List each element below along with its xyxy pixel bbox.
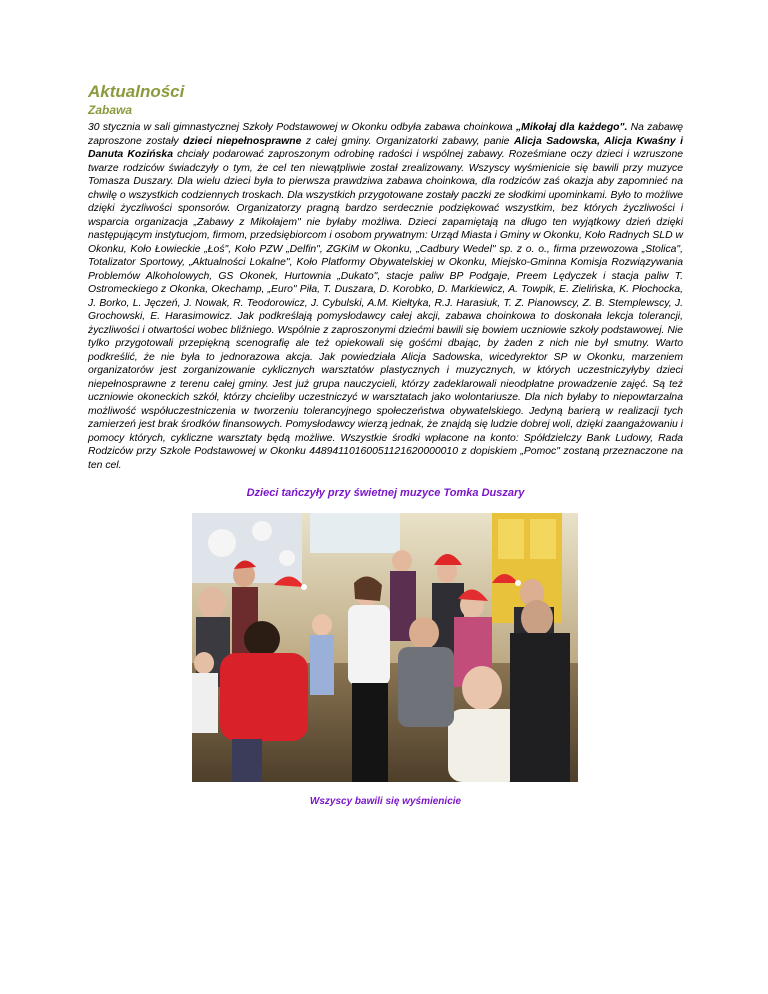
article-text-segment-bold: Alicja Sadowska, Alicja Kwaśny i Danuta Kozińska [88, 135, 684, 160]
page-title: Aktualności [88, 82, 185, 101]
article-text-segment: chciały podarować zaproszonym odrobinę radości i wspólnej zabawy. Roześmiane oczy dzieci i wzruszone twarze rodziców świadczyły o tym, że cel ten niewątpliwie został zrealizowany. Wszyscy wyśmienicie się bawili przy muzyce Tomasza Duszary. Dla wielu dzieci była to pierwsza prawdziwa zabawa choinkowa, dla rodziców zaś okazja aby zapomnieć na chwilę o wszystkich codziennych troskach. Dla wszystkich przygotowane zostały paczki ze słodkimi upominkami. Było to możliwe dzięki życzliwości sponsorów. Organizatorzy pragną bardzo serdecznie podziękować wszystkim, bez których życzliwości i wsparcia organizacja „Zabawy z Mikołajem" nie byłaby możliwa. Dzieci zapamiętają na długo ten wyjątkowy dzień dzięki następującym instytucjom, firmom, przedsiębiorcom i osobom prywatnym: Urząd Miasta i Gminy w Okonku, Koło Radnych SLD w Okonku, Koło Łowieckie „Łoś", Koło PZW „Delfin", ZGKiM w Okonku, „Cadbury Wedel" sp. z o. o., firma przewozowa „Stolica", Totalizator Sportowy, „Aktualności Lokalne", Koło Platformy Obywatelskiej w Okonku, Miejsko-Gminna Komisja Rozwiązywania Problemów Alkoholowych, GS Okonek, Hurtownia „Dukato", stacje paliw BP Podgaje, Preem Lędyczek i stacja paliw T. Ostromeckiego z Okonka, Okechamp, „Euro" Piła, T. Duszara, D. Korobko, D. Markiewicz, A. Towpik, E. Zielińska, K. Płochocka, J. Borko, L. Jęczeń, J. Nowak, R. Teodorowicz, J. Cybulski, A.M. Kiełtyka, R.J. Harasiuk, T. Z. Pianowscy, Z. B. Stemplewscy, J. Grochowski, E. Harasimowicz. Jak podkreślają pomysłodawcy całej akcji, zabawa choinkowa to doskonała lekcja tolerancji, życzliwości i otwartości wobec bliźniego. Wspólnie z zaproszonymi dziećmi bawili się bowiem uczniowie szkoły podstawowej. Nie tylko przygotowali przepiękną scenografię ale też opiekowali się gośćmi dbając, by żaden z nich nie był smutny. Warto podkreślić, że nie była to jednorazowa akcja. Jak powiedziała Alicja Sadowska, wicedyrektor SP w Okonku, marzeniem organizatorów jest zorganizowanie cyklicznych warsztatów plastycznych i muzycznych, w których uczestniczyłyby dzieci niepełnosprawne z terenu całej gminy. Jest już grupa nauczycieli, którzy zadeklarowali nieodpłatne prowadzenie zajęć. Są też uczniowie okoneckich szkół, którzy chcieliby uczestniczyć w warsztatach jako wolontariusze. Dla nich byłaby to niepowtarzalna możliwość współuczestniczenia w tworzeniu tolerancyjnego społeczeństwa obywatelskiego. Jedyną barierą w realizacji tych zamierzeń jest brak środków finansowych. Pomysłodawcy wierzą jednak, że znajdą się ludzie dobrej woli, dzięki zaangażowaniu i pomocy których, cykliczne warsztaty będą możliwe. Wszystkie środki wpłacone na konto: Spółdzielczy Bank Ludowy, Rada Rodziców przy Szkole Podstawowej w Okonku 44894110160051121620000010 z dopiskiem „Pomoc" zostaną przeznaczone na ten cel. [88, 149, 683, 471]
photo-caption-top: Dzieci tańczyły przy świetnej muzyce Tomka Duszary [246, 487, 525, 499]
article-subtitle: Zabawa [88, 103, 133, 117]
article-body [88, 121, 683, 472]
party-photo-illustration [192, 513, 578, 782]
photo-caption-bottom: Wszyscy bawili się wyśmienicie [309, 796, 462, 807]
article-text-segment: 30 stycznia w sali gimnastycznej Szkoły Podstawowej w Okonku odbyła zabawa choinkowa [88, 122, 516, 133]
party-photo [192, 513, 578, 782]
article-text-segment: z całej gminy. Organizatorki zabawy, panie [301, 135, 514, 147]
article-text-segment: Na zabawę zaproszone zostały [88, 122, 684, 147]
article-text-segment-bold: „Mikołaj dla każdego". [515, 122, 628, 133]
article-text-segment-bold: dzieci niepełnosprawne [183, 135, 302, 147]
